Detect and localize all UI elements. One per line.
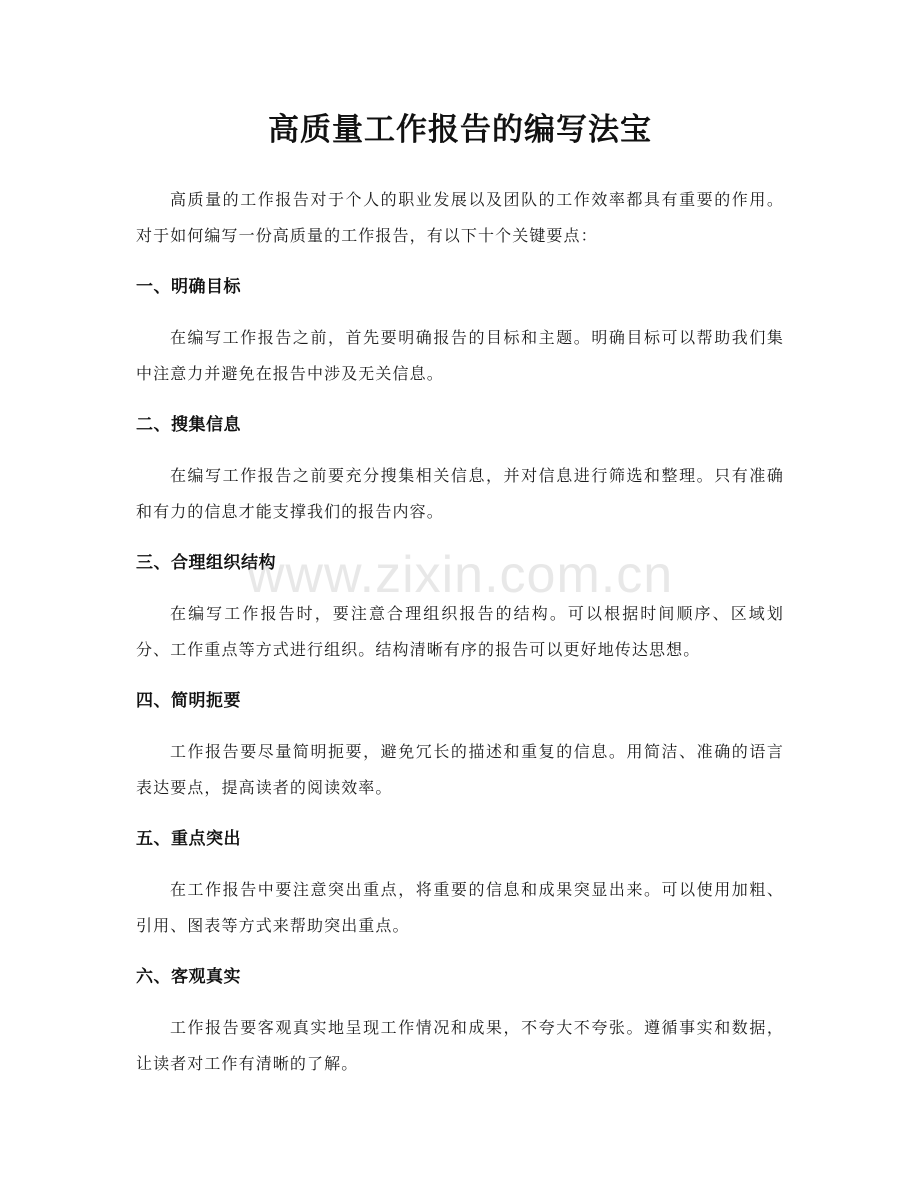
section-body-5: 在工作报告中要注意突出重点，将重要的信息和成果突显出来。可以使用加粗、引用、图表等方式来帮助突出重点。 [136, 880, 784, 935]
section-body-4: 工作报告要尽量简明扼要，避免冗长的描述和重复的信息。用简洁、准确的语言表达要点，提高读者的阅读效率。 [136, 742, 784, 797]
section-heading-5: 五、重点突出 [136, 829, 241, 849]
section-heading-3: 三、合理组织结构 [136, 553, 276, 573]
section-body-3: 在编写工作报告时，要注意合理组织报告的结构。可以根据时间顺序、区域划分、工作重点等方式进行组织。结构清晰有序的报告可以更好地传达思想。 [136, 604, 784, 659]
section-body-2: 在编写工作报告之前要充分搜集相关信息，并对信息进行筛选和整理。只有准确和有力的信息才能支撑我们的报告内容。 [136, 466, 784, 521]
watermark-text: www.zixin.com.cn [246, 546, 674, 604]
section-heading-6: 六、客观真实 [136, 967, 241, 987]
section-heading-4: 四、简明扼要 [136, 691, 241, 711]
section-heading-1: 一、明确目标 [136, 277, 241, 297]
section-body-6: 工作报告要客观真实地呈现工作情况和成果，不夸大不夸张。遵循事实和数据，让读者对工作有清晰的了解。 [136, 1018, 784, 1073]
section-body-1: 在编写工作报告之前，首先要明确报告的目标和主题。明确目标可以帮助我们集中注意力并避免在报告中涉及无关信息。 [136, 328, 784, 383]
section-heading-2: 二、搜集信息 [136, 415, 241, 435]
intro-paragraph: 高质量的工作报告对于个人的职业发展以及团队的工作效率都具有重要的作用。对于如何编写一份高质量的工作报告，有以下十个关键要点： [136, 190, 784, 245]
document-title: 高质量工作报告的编写法宝 [268, 112, 652, 148]
